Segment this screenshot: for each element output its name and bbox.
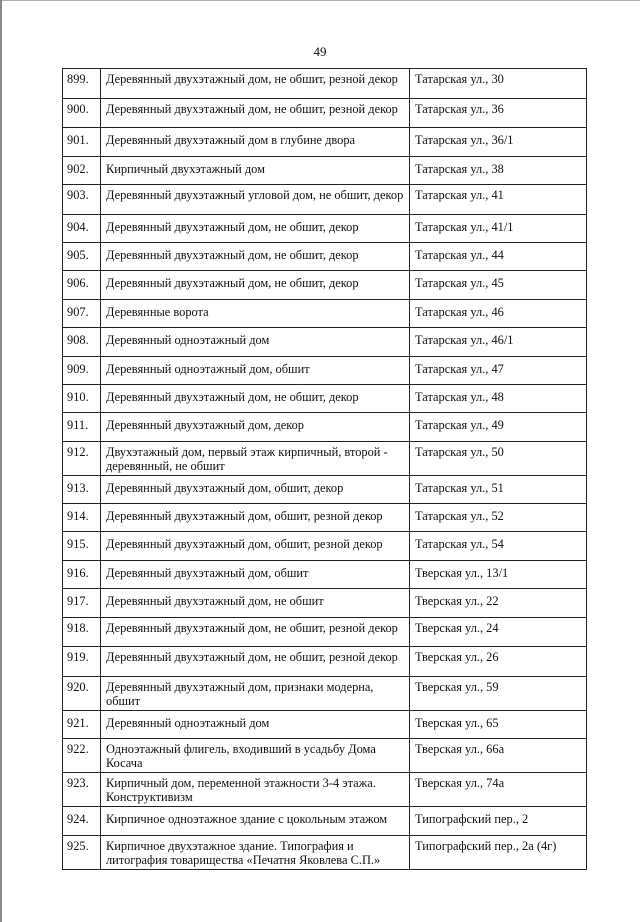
table-row [63,69,587,99]
table-row [63,617,587,647]
object-description-cell: Деревянный двухэтажный дом, не обшит, резной декор [101,617,410,647]
object-address-cell: Типографский пер., 2 [410,807,587,835]
table-row [63,242,587,270]
table-row [63,589,587,617]
object-address-cell: Татарская ул., 38 [410,156,587,184]
row-number-cell: 906. [63,271,101,299]
row-number-cell: 912. [63,441,101,475]
row-number-cell: 915. [63,532,101,560]
object-description-cell: Деревянный двухэтажный дом, не обшит, декор [101,271,410,299]
row-number-cell: 919. [63,647,101,677]
object-description-cell: Кирпичное одноэтажное здание с цокольным этажом [101,807,410,835]
row-number-cell: 899. [63,69,101,99]
row-number-cell: 913. [63,475,101,503]
object-description-cell: Деревянный двухэтажный дом, обшит, декор [101,475,410,503]
object-description-cell: Деревянный двухэтажный дом, обшит [101,560,410,588]
object-address-cell: Тверская ул., 74а [410,773,587,807]
object-address-cell: Татарская ул., 49 [410,413,587,441]
row-number-cell: 911. [63,413,101,441]
object-address-cell: Тверская ул., 26 [410,647,587,677]
object-address-cell: Татарская ул., 47 [410,356,587,384]
object-description-cell: Деревянный двухэтажный дом, обшит, резной декор [101,504,410,532]
row-number-cell: 925. [63,835,101,869]
object-address-cell: Татарская ул., 36/1 [410,128,587,156]
object-description-cell: Деревянный одноэтажный дом [101,328,410,356]
object-address-cell: Татарская ул., 50 [410,441,587,475]
object-address-cell: Татарская ул., 36 [410,98,587,128]
row-number-cell: 910. [63,384,101,412]
object-address-cell: Типографский пер., 2а (4г) [410,835,587,869]
object-description-cell: Одноэтажный флигель, входивший в усадьбу Дома Косача [101,739,410,773]
table-row [63,835,587,869]
object-address-cell: Тверская ул., 13/1 [410,560,587,588]
row-number-cell: 922. [63,739,101,773]
scan-top-edge [0,0,640,1]
object-address-cell: Татарская ул., 54 [410,532,587,560]
table-row [63,356,587,384]
object-address-cell: Татарская ул., 48 [410,384,587,412]
object-description-cell: Деревянный двухэтажный дом, не обшит, декор [101,242,410,270]
object-description-cell: Деревянный одноэтажный дом [101,710,410,738]
scan-left-edge [0,0,2,922]
heritage-table [62,68,587,870]
object-description-cell: Деревянный двухэтажный дом, не обшит, декор [101,214,410,242]
row-number-cell: 908. [63,328,101,356]
row-number-cell: 904. [63,214,101,242]
object-address-cell: Татарская ул., 41/1 [410,214,587,242]
row-number-cell: 921. [63,710,101,738]
table-body [63,69,587,870]
table-row [63,156,587,184]
table-row [63,532,587,560]
row-number-cell: 903. [63,184,101,214]
row-number-cell: 909. [63,356,101,384]
table-row [63,413,587,441]
table-row [63,475,587,503]
table-row [63,504,587,532]
object-address-cell: Тверская ул., 59 [410,676,587,710]
table-row [63,299,587,327]
table-row [63,98,587,128]
object-description-cell: Кирпичное двухэтажное здание. Типография и литография товарищества «Печатня Яковлева С.П.» [101,835,410,869]
table-row [63,271,587,299]
row-number-cell: 916. [63,560,101,588]
object-description-cell: Кирпичный двухэтажный дом [101,156,410,184]
object-address-cell: Татарская ул., 51 [410,475,587,503]
row-number-cell: 920. [63,676,101,710]
object-description-cell: Деревянный одноэтажный дом, обшит [101,356,410,384]
page-number: 49 [313,44,327,59]
table-row [63,441,587,475]
row-number-cell: 924. [63,807,101,835]
row-number-cell: 902. [63,156,101,184]
object-description-cell: Деревянный двухэтажный дом, не обшит, резной декор [101,98,410,128]
object-description-cell: Деревянный двухэтажный дом, не обшит, декор [101,384,410,412]
object-address-cell: Татарская ул., 52 [410,504,587,532]
table-row [63,384,587,412]
object-address-cell: Тверская ул., 66а [410,739,587,773]
row-number-cell: 918. [63,617,101,647]
table-row [63,560,587,588]
object-address-cell: Тверская ул., 65 [410,710,587,738]
object-description-cell: Деревянные ворота [101,299,410,327]
row-number-cell: 901. [63,128,101,156]
object-address-cell: Татарская ул., 41 [410,184,587,214]
table-row [63,128,587,156]
table-row [63,647,587,677]
row-number-cell: 914. [63,504,101,532]
table-row [63,807,587,835]
row-number-cell: 900. [63,98,101,128]
object-description-cell: Деревянный двухэтажный дом в глубине двора [101,128,410,156]
object-address-cell: Татарская ул., 45 [410,271,587,299]
row-number-cell: 917. [63,589,101,617]
table-row [63,773,587,807]
object-description-cell: Деревянный двухэтажный дом, признаки модерна, обшит [101,676,410,710]
object-address-cell: Тверская ул., 24 [410,617,587,647]
object-description-cell: Деревянный двухэтажный угловой дом, не обшит, декор [101,184,410,214]
table-row [63,214,587,242]
object-description-cell: Деревянный двухэтажный дом, не обшит, резной декор [101,69,410,99]
object-description-cell: Деревянный двухэтажный дом, обшит, резной декор [101,532,410,560]
table-row [63,710,587,738]
table-row [63,676,587,710]
table-row [63,184,587,214]
object-description-cell: Деревянный двухэтажный дом, не обшит [101,589,410,617]
object-address-cell: Татарская ул., 44 [410,242,587,270]
object-address-cell: Татарская ул., 46/1 [410,328,587,356]
object-address-cell: Татарская ул., 46 [410,299,587,327]
row-number-cell: 923. [63,773,101,807]
table-row [63,739,587,773]
object-description-cell: Двухэтажный дом, первый этаж кирпичный, второй - деревянный, не обшит [101,441,410,475]
object-description-cell: Деревянный двухэтажный дом, не обшит, резной декор [101,647,410,677]
object-description-cell: Кирпичный дом, переменной этажности 3-4 этажа. Конструктивизм [101,773,410,807]
table-row [63,328,587,356]
row-number-cell: 905. [63,242,101,270]
object-address-cell: Татарская ул., 30 [410,69,587,99]
object-description-cell: Деревянный двухэтажный дом, декор [101,413,410,441]
object-address-cell: Тверская ул., 22 [410,589,587,617]
row-number-cell: 907. [63,299,101,327]
